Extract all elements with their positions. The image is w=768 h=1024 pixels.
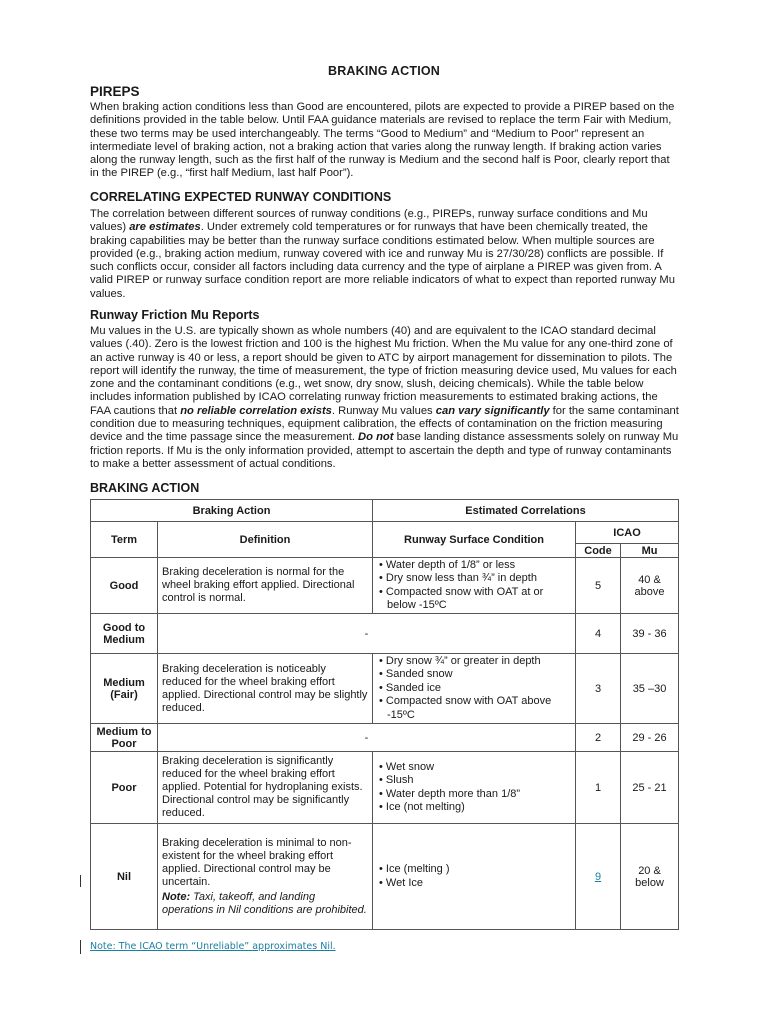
term-cell: Medium (Fair) [91, 654, 158, 724]
definition-cell: - [158, 614, 576, 654]
code-link[interactable]: 9 [594, 870, 602, 883]
header-braking-action: Braking Action [91, 500, 373, 522]
mu-paragraph: Mu values in the U.S. are typically shown as whole numbers (40) and are equivalent to the ICAO standard decimal values (.40). Zero is the lowest friction and 100 is the highest Mu friction. When the Mu value for any one-third zone of an active runway is 40 or less, a report should be given to ATC by airport management for dissemination to pilots. The report will identify the runway, the time of measurement, the type of friction measuring device used, Mu values for each zone and the contaminant conditions (e.g., wet snow, dry snow, slush, deicing chemicals). While the table below includes information published by ICAO correlating runway friction measurements to estimated braking actions, the FAA cautions that no reliable correlation exists. Runway Mu values can vary significantly for the same contaminant condition due to measuring techniques, equipment calibration, the effects of contamination on the friction measuring device and the time passage since the measurement. Do not base landing distance assessments solely on runway Mu friction reports. If Mu is the only information provided, attempt to ascertain the depth and type of runway contaminants to make a better assessment of actual conditions. [90, 325, 679, 470]
mu-cell: 39 - 36 [621, 614, 679, 654]
definition-cell: - [158, 724, 576, 752]
term-cell: Good to Medium [91, 614, 158, 654]
emphasis-vary: can vary significantly [435, 404, 550, 417]
table-row [91, 614, 679, 654]
table-heading: BRAKING ACTION [90, 481, 200, 495]
footnote-link[interactable]: Note: The ICAO term “Unreliable” approximates Nil. [90, 941, 336, 952]
header-definition: Definition [158, 522, 373, 558]
header-code: Code [576, 544, 621, 558]
definition-cell: Braking deceleration is normal for the wheel braking effort applied. Directional control is normal. [158, 558, 373, 614]
correlating-paragraph: The correlation between different sources of runway conditions (e.g., PIREPs, runway surface conditions and Mu values) are estimates. Under extremely cold temperatures or for runways that have been chemically treated, the braking capabilities may be better than the runway surface conditions estimated below. When multiple sources are provided (e.g., braking action medium, runway covered with ice and runway Mu is 27/30/28) conflicts are possible. If such conflicts occur, consider all factors including data currency and the type of airplane a PIREP was given from. A valid PIREP or runway surface condition report are more reliable indicators of what to expect than reported runway Mu values. [90, 208, 675, 300]
header-condition: Runway Surface Condition [373, 522, 576, 558]
definition-cell: Braking deceleration is minimal to non-existent for the wheel braking effort applied. Directional control may be uncertain. Note: Taxi, takeoff, and landing operations in Nil conditions are prohibited. [158, 824, 373, 930]
term-cell: Medium to Poor [91, 724, 158, 752]
correlating-heading: CORRELATING EXPECTED RUNWAY CONDITIONS [90, 190, 392, 204]
change-bar [80, 875, 81, 887]
mu-cell: 40 & above [621, 558, 679, 614]
mu-cell: 35 –30 [621, 654, 679, 724]
term-cell: Nil [91, 824, 158, 930]
condition-cell: • Wet snow • Slush • Water depth more than 1/8” • Ice (not melting) [373, 752, 576, 824]
term-cell: Good [91, 558, 158, 614]
code-cell: 3 [576, 654, 621, 724]
code-cell: 1 [576, 752, 621, 824]
mu-cell: 29 - 26 [621, 724, 679, 752]
header-mu: Mu [621, 544, 679, 558]
condition-cell: • Water depth of 1/8” or less • Dry snow less than ¾” in depth • Compacted snow with OAT at or below -15ºC [373, 558, 576, 614]
braking-action-table [90, 499, 679, 930]
pireps-paragraph: When braking action conditions less than Good are encountered, pilots are expected to provide a PIREP based on the definitions provided in the table below. Until FAA guidance materials are revised to replace the term Fair with Medium, these two terms may be used interchangeably. The terms “Good to Medium” and “Medium to Poor” represent an intermediate level of braking action, not a braking action that varies along the runway length. If braking action varies along the runway length, such as the first half of the runway is Medium and the second half is Poor, clearly report that in the PIREP (e.g., “first half Medium, last half Poor”). [90, 101, 675, 180]
definition-cell: Braking deceleration is significantly reduced for the wheel braking effort applied. Potential for hydroplaning exists. Directional control may be significantly reduced. [158, 752, 373, 824]
term-cell: Poor [91, 752, 158, 824]
code-cell: 2 [576, 724, 621, 752]
header-term: Term [91, 522, 158, 558]
table-row [91, 654, 679, 724]
mu-heading: Runway Friction Mu Reports [90, 308, 260, 322]
condition-cell: • Ice (melting ) • Wet Ice [373, 824, 576, 930]
condition-cell: • Dry snow ¾” or greater in depth • Sanded snow • Sanded ice • Compacted snow with OAT above -15ºC [373, 654, 576, 724]
mu-cell: 25 - 21 [621, 752, 679, 824]
pireps-heading: PIREPS [90, 84, 140, 99]
table-row [91, 752, 679, 824]
emphasis-are-estimates: are estimates [129, 221, 201, 234]
table-row [91, 558, 679, 614]
emphasis-do-not: Do not [358, 431, 394, 444]
table-row [91, 724, 679, 752]
change-bar [80, 940, 81, 954]
code-cell: 4 [576, 614, 621, 654]
emphasis-no-reliable: no reliable correlation exists [180, 404, 332, 417]
header-icao: ICAO [576, 522, 679, 544]
table-row [91, 824, 679, 930]
code-cell [576, 824, 621, 930]
code-cell: 5 [576, 558, 621, 614]
mu-cell: 20 & below [621, 824, 679, 930]
definition-cell: Braking deceleration is noticeably reduced for the wheel braking effort applied. Directional control may be slightly reduced. [158, 654, 373, 724]
page-title: BRAKING ACTION [327, 64, 441, 78]
header-estimated-correlations: Estimated Correlations [373, 500, 679, 522]
